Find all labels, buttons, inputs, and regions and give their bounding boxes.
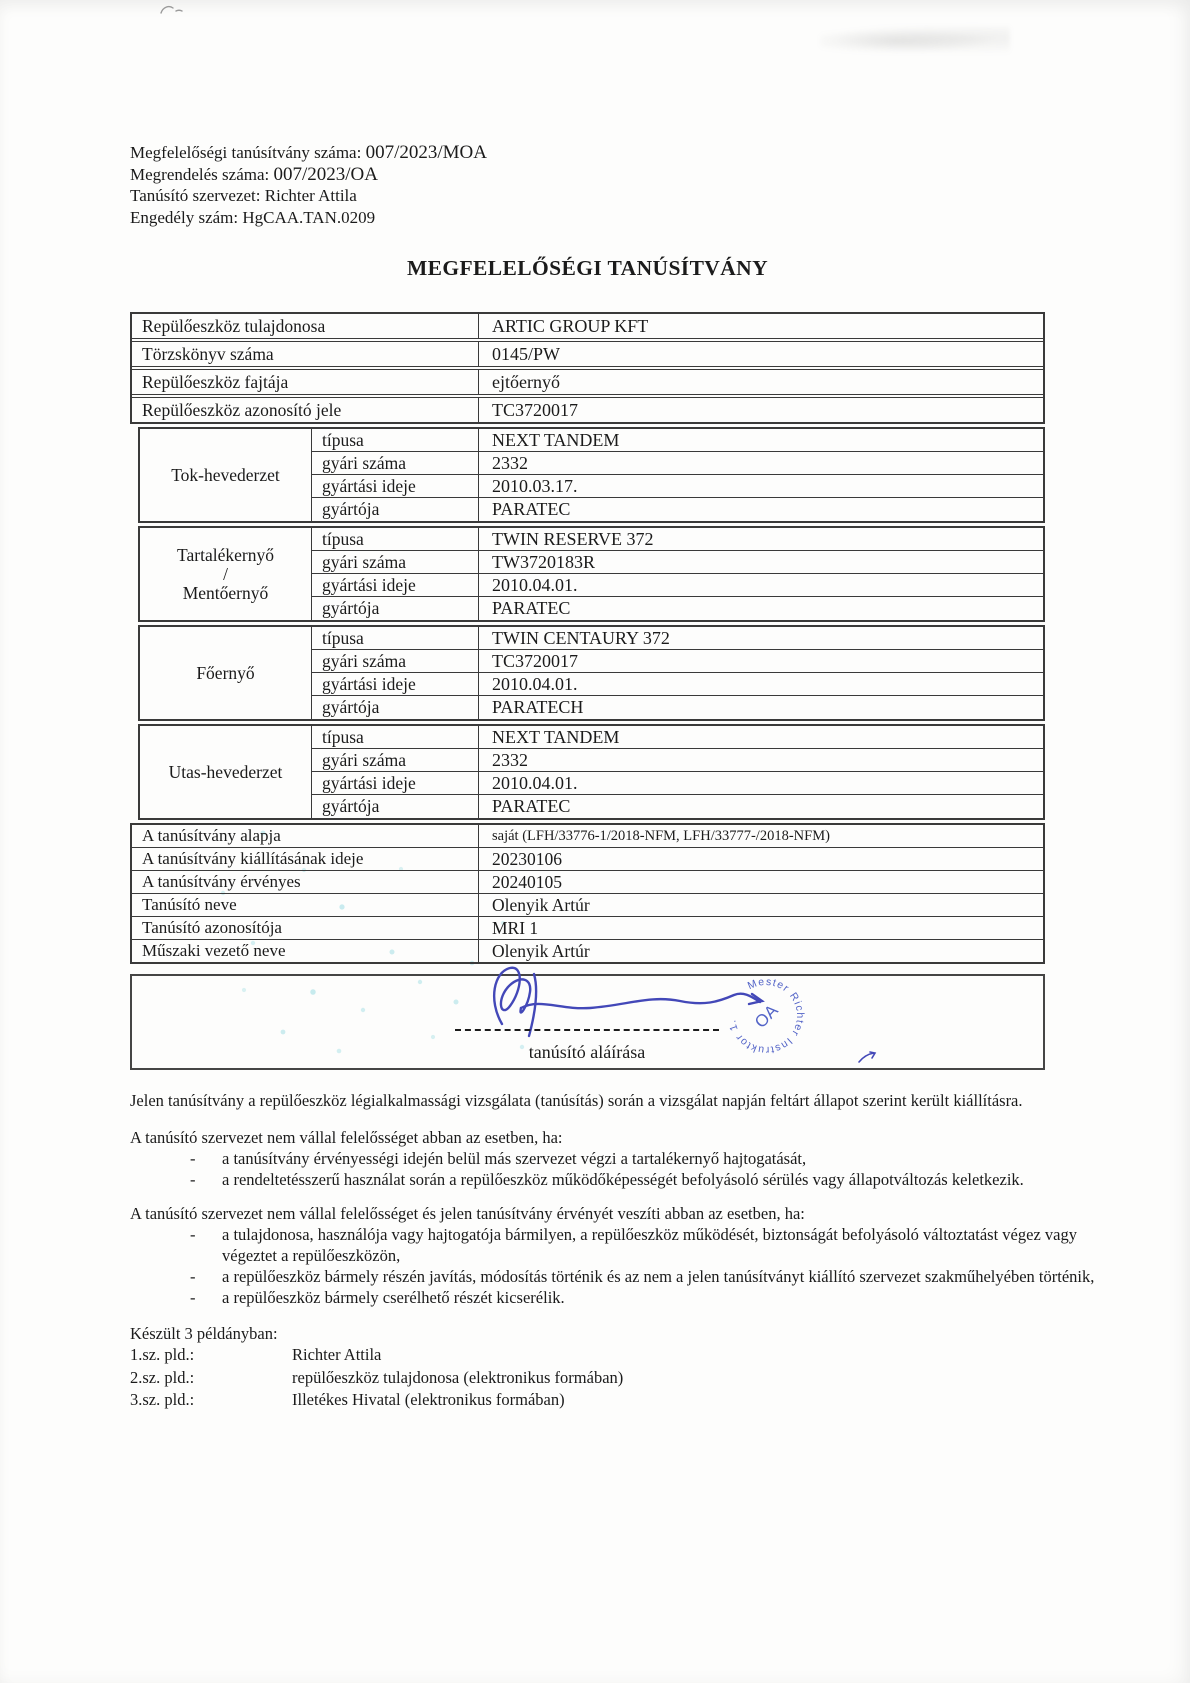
- header-label: Tanúsító szervezet:: [130, 186, 261, 205]
- bullet-dash: -: [190, 1225, 196, 1244]
- group-name: [140, 627, 312, 719]
- group-value: 2332: [479, 452, 1043, 475]
- disclaimer-1-intro: A tanúsító szervezet nem vállal felelősséget abban az esetben, ha:: [130, 1128, 563, 1147]
- row-value: MRI 1: [492, 917, 539, 938]
- copy-label: 1.sz. pld.:: [130, 1345, 195, 1364]
- row-value: saját (LFH/33776-1/2018-NFM, LFH/33777-/2018-NFM): [492, 827, 830, 844]
- component-group-reserve: [138, 526, 1045, 622]
- header-value: 007/2023/MOA: [365, 142, 487, 163]
- row-label: A tanúsítvány kiállításának ideje: [132, 848, 479, 870]
- row-label: Tanúsító neve: [132, 894, 479, 916]
- bullet-dash: -: [190, 1267, 196, 1286]
- scan-smudge: [820, 26, 1010, 56]
- group-sub-label: gyártási ideje: [312, 673, 479, 696]
- header-line: [130, 142, 487, 164]
- table-row: [132, 370, 1043, 398]
- list-item: [130, 1287, 1080, 1308]
- list-item: [130, 1367, 1080, 1390]
- bullet-dash: -: [190, 1170, 196, 1189]
- header-line: [130, 207, 487, 229]
- header-line: [130, 164, 487, 186]
- group-name-line: Utas-hevederzet: [168, 761, 283, 782]
- page-title: MEGFELELŐSÉGI TANÚSÍTVÁNY: [406, 256, 769, 280]
- row-label: Repülőeszköz azonosító jele: [132, 398, 479, 422]
- row-value: TC3720017: [492, 399, 579, 420]
- list-item: [130, 1344, 1080, 1367]
- header-line: [130, 185, 487, 207]
- group-sub-label: gyári száma: [312, 551, 479, 574]
- list-item: [130, 1389, 1080, 1412]
- group-name-line: Főernyő: [196, 662, 255, 683]
- component-group-passenger-harness: [138, 724, 1045, 820]
- component-group-main-canopy: [138, 625, 1045, 721]
- group-value: TW3720183R: [479, 551, 1043, 574]
- group-value: 2332: [479, 749, 1043, 772]
- group-sub-label: gyári száma: [312, 749, 479, 772]
- table-row: [132, 342, 1043, 370]
- copy-label: 2.sz. pld.:: [130, 1367, 195, 1387]
- info-rows-block: [130, 312, 1045, 424]
- group-value: PARATECH: [492, 697, 584, 717]
- copies-section: [130, 1323, 1080, 1412]
- list-item: [130, 1169, 1080, 1190]
- group-sub-label: gyártási ideje: [312, 475, 479, 498]
- header-label: Megrendelés száma:: [130, 164, 270, 184]
- group-sub-label: gyártási ideje: [312, 574, 479, 597]
- group-sub-label: gyártója: [312, 498, 479, 521]
- bullet-dash: -: [190, 1149, 196, 1168]
- table-row: [132, 825, 1043, 848]
- group-sub-label: gyári száma: [312, 650, 479, 673]
- table-row: [132, 398, 1043, 422]
- row-value: Olenyik Artúr: [492, 940, 590, 961]
- table-row: [132, 871, 1043, 894]
- scan-pen-mark: [158, 3, 184, 17]
- group-value: NEXT TANDEM: [479, 726, 1043, 749]
- row-label: Repülőeszköz tulajdonosa: [132, 314, 479, 338]
- group-name: [140, 528, 312, 620]
- stamp-ring-text: Mester Richter Instruktor 1.: [726, 975, 807, 1057]
- group-sub-label: típusa: [312, 429, 479, 452]
- bullet-text: a rendeltetésszerű használat során a repülőeszköz működőképességét befolyásoló sérülés vagy állapotváltozás keletkezik.: [222, 1170, 1024, 1189]
- pen-tick-mark: [856, 1050, 878, 1066]
- stamp-center-text: OA: [750, 1000, 782, 1032]
- header-label: Megfelelőségi tanúsítvány száma:: [130, 143, 362, 162]
- notes-section: [130, 1090, 1095, 1412]
- document-header: [130, 142, 487, 228]
- row-value: ARTIC GROUP KFT: [492, 315, 649, 336]
- issued-statement: Jelen tanúsítvány a repülőeszköz légialkalmassági vizsgálata (tanúsítás) során a vizsgálat napján feltárt állapot szerint került kiállításra.: [130, 1091, 1023, 1110]
- header-value: 007/2023/OA: [273, 163, 378, 185]
- group-name: [140, 429, 312, 521]
- row-label: A tanúsítvány alapja: [132, 825, 479, 847]
- group-name-line: Mentőernyő: [182, 582, 269, 603]
- row-value: Olenyik Artúr: [492, 894, 590, 915]
- row-label: Műszaki vezető neve: [132, 940, 479, 962]
- table-row: [132, 894, 1043, 917]
- group-value: TWIN RESERVE 372: [479, 528, 1043, 551]
- table-row: [132, 917, 1043, 940]
- header-value: HgCAA.TAN.0209: [242, 207, 376, 227]
- copy-value: repülőeszköz tulajdonosa (elektronikus formában): [292, 1367, 624, 1387]
- row-label: Tanúsító azonosítója: [132, 917, 479, 939]
- bullet-dash: -: [190, 1288, 196, 1307]
- copy-value: Richter Attila: [292, 1345, 382, 1364]
- group-sub-label: típusa: [312, 726, 479, 749]
- row-value: 20230106: [492, 848, 562, 869]
- group-sub-label: gyártója: [312, 696, 479, 719]
- group-sub-label: gyári száma: [312, 452, 479, 475]
- row-value: 0145/PW: [492, 343, 561, 364]
- scan-speckles: [0, 0, 2, 2]
- list-item: [130, 1224, 1080, 1266]
- group-value: PARATEC: [492, 598, 571, 618]
- group-value: NEXT TANDEM: [479, 429, 1043, 452]
- bullet-text: a tanúsítvány érvényességi idején belül más szervezet végzi a tartalékernyő hajtogatását,: [222, 1149, 807, 1168]
- group-sub-label: típusa: [312, 528, 479, 551]
- row-label: A tanúsítvány érvényes: [132, 871, 479, 893]
- group-sub-label: gyártója: [312, 597, 479, 620]
- list-item: [130, 1266, 1095, 1287]
- group-name-line: /: [223, 563, 228, 584]
- row-label: Repülőeszköz fajtája: [132, 370, 479, 394]
- row-label: Törzskönyv száma: [132, 342, 479, 366]
- signature-caption: tanúsító aláírása: [528, 1042, 646, 1062]
- bullet-text: a repülőeszköz bármely cserélhető részét kicserélik.: [222, 1288, 565, 1307]
- group-sub-label: gyártási ideje: [312, 772, 479, 795]
- group-value: PARATEC: [492, 499, 571, 519]
- copies-title: Készült 3 példányban:: [130, 1324, 278, 1343]
- group-value: TC3720017: [479, 650, 1043, 673]
- table-row: [132, 848, 1043, 871]
- table-row: [132, 314, 1043, 342]
- group-value: 2010.04.01.: [479, 673, 1043, 696]
- group-value: 2010.03.17.: [479, 475, 1043, 498]
- certificate-table: [130, 312, 1045, 964]
- group-value: 2010.04.01.: [479, 574, 1043, 597]
- component-group-harness: [138, 427, 1045, 523]
- group-sub-label: típusa: [312, 627, 479, 650]
- signature-line: [455, 1029, 719, 1031]
- bullet-text: a tulajdonosa, használója vagy hajtogatója bármilyen, a repülőeszköz működését, biztonságát befolyásoló változtatást végez vagy végeztet a repülőeszközön,: [222, 1225, 1077, 1265]
- group-name-line: Tok-hevederzet: [171, 464, 280, 485]
- header-label: Engedély szám:: [130, 207, 239, 227]
- group-sub-label: gyártója: [312, 795, 479, 818]
- copy-label: 3.sz. pld.:: [130, 1390, 195, 1409]
- bullet-text: a repülőeszköz bármely részén javítás, módosítás történik és az nem a jelen tanúsítványt kiállító szervezet szakműhelyében történik,: [222, 1267, 1095, 1286]
- row-value: 20240105: [492, 871, 562, 892]
- copy-value: Illetékes Hivatal (elektronikus formában): [292, 1390, 565, 1409]
- row-value: ejtőernyő: [492, 371, 560, 392]
- group-name: [140, 726, 312, 818]
- group-value: PARATEC: [492, 796, 571, 816]
- group-value: 2010.04.01.: [479, 772, 1043, 795]
- header-value: Richter Attila: [264, 186, 357, 205]
- certificate-meta-block: [130, 823, 1045, 964]
- disclaimer-2-intro: A tanúsító szervezet nem vállal felelősséget és jelen tanúsítvány érvényét veszíti abban az esetben, ha:: [130, 1204, 805, 1223]
- group-name-line: Tartalékernyő: [177, 544, 274, 565]
- list-item: [130, 1148, 1080, 1169]
- group-value: TWIN CENTAURY 372: [479, 627, 1043, 650]
